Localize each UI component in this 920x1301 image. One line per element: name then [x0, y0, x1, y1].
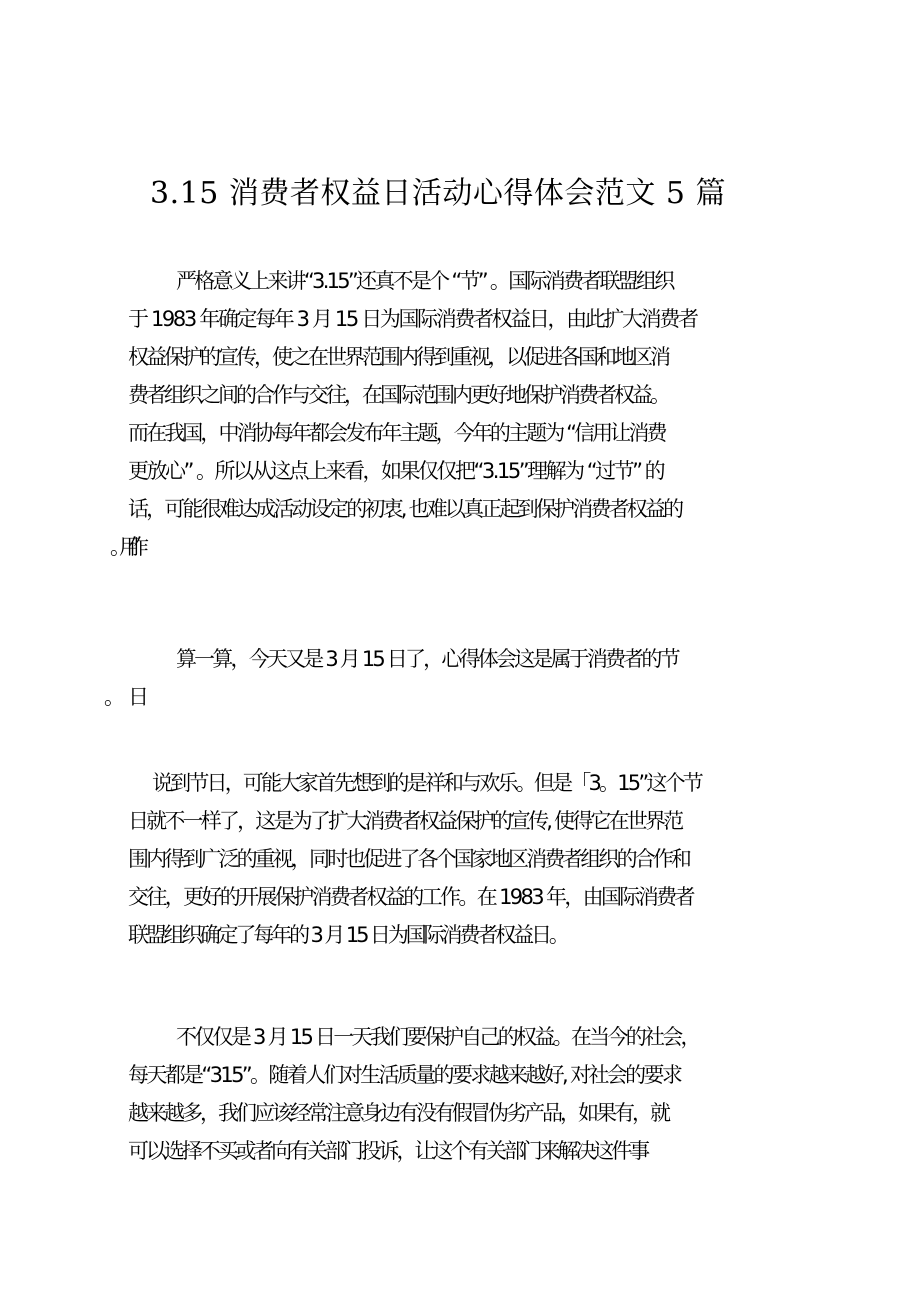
- paragraph-line: 围内得到广泛的重视，同时也促进了各个国家地区消费者组织的合作和: [128, 847, 689, 871]
- paragraph-line: 联盟组织确定了每年的 3 月 15 日为国际消费者权益日。: [128, 923, 567, 947]
- paragraph-line: 说到节日，可能大家首先想到的是祥和与欢乐。但是「3。15”这个节: [152, 771, 701, 795]
- paragraph-line: 更放心” 。所以从这点上来看，如果仅仅把“3.15”理解为 “过节” 的: [128, 459, 664, 483]
- paragraph-line: 算一算，今天又是 3 月 15 日了，心得体会这是属于消费者的节: [176, 647, 678, 671]
- paragraph-3: [0, 764, 920, 954]
- paragraph-2: [0, 640, 920, 716]
- paragraph-line: 交往，更好的开展保护消费者权益的工作。在 1983 年，由国际消费者: [128, 885, 693, 909]
- paragraph-line: 不仅仅是 3 月 15 日一天我们要保护自己的权益。在当今的社会，: [176, 1025, 699, 1049]
- paragraph-line: 于 1983 年确定每年 3 月 15 日为国际消费者权益日，由此扩大消费者: [128, 307, 697, 331]
- paragraph-line: [128, 528, 920, 566]
- paragraph-line: [128, 678, 920, 716]
- paragraph-line: 越来越多，我们应该经常注意身边有没有假冒伪劣产品，如果有，就: [128, 1101, 668, 1125]
- paragraph-line: 费者组织之间的合作与交往，在国际范围内更好地保护消费者权益。: [128, 383, 668, 407]
- paragraph-line: 而在我国，中消协每年都会发布年主题，今年的主题为 “信用让消费: [128, 421, 665, 445]
- document-title: 3.15 消费者权益日活动心得体会范文 5 篇: [150, 176, 726, 211]
- paragraph-4: [0, 1018, 920, 1170]
- paragraph-1: [0, 262, 920, 566]
- paragraph-line: 可以选择不买或者向有关部门投诉，让这个有关部门来解决这件事: [128, 1139, 647, 1163]
- paragraph-line: 日就不一样了，这是为了扩大消费者权益保护的宣传, 使得它在世界范: [128, 809, 682, 833]
- paragraph-line: 话，可能很难达成活动设定的初衷, 也难以真正起到保护消费者权益的: [128, 497, 682, 521]
- paragraph-line: 每天都是“315”。随着人们对生活质量的要求越来越好, 对社会的要求: [128, 1063, 681, 1087]
- paragraph-line: 严格意义上来讲“3.15”还真不是个 “节” 。国际消费者联盟组织: [176, 269, 673, 293]
- paragraph-line: 权益保护的宣传，使之在世界范围内得到重视，以促进各国和地区消: [128, 345, 668, 369]
